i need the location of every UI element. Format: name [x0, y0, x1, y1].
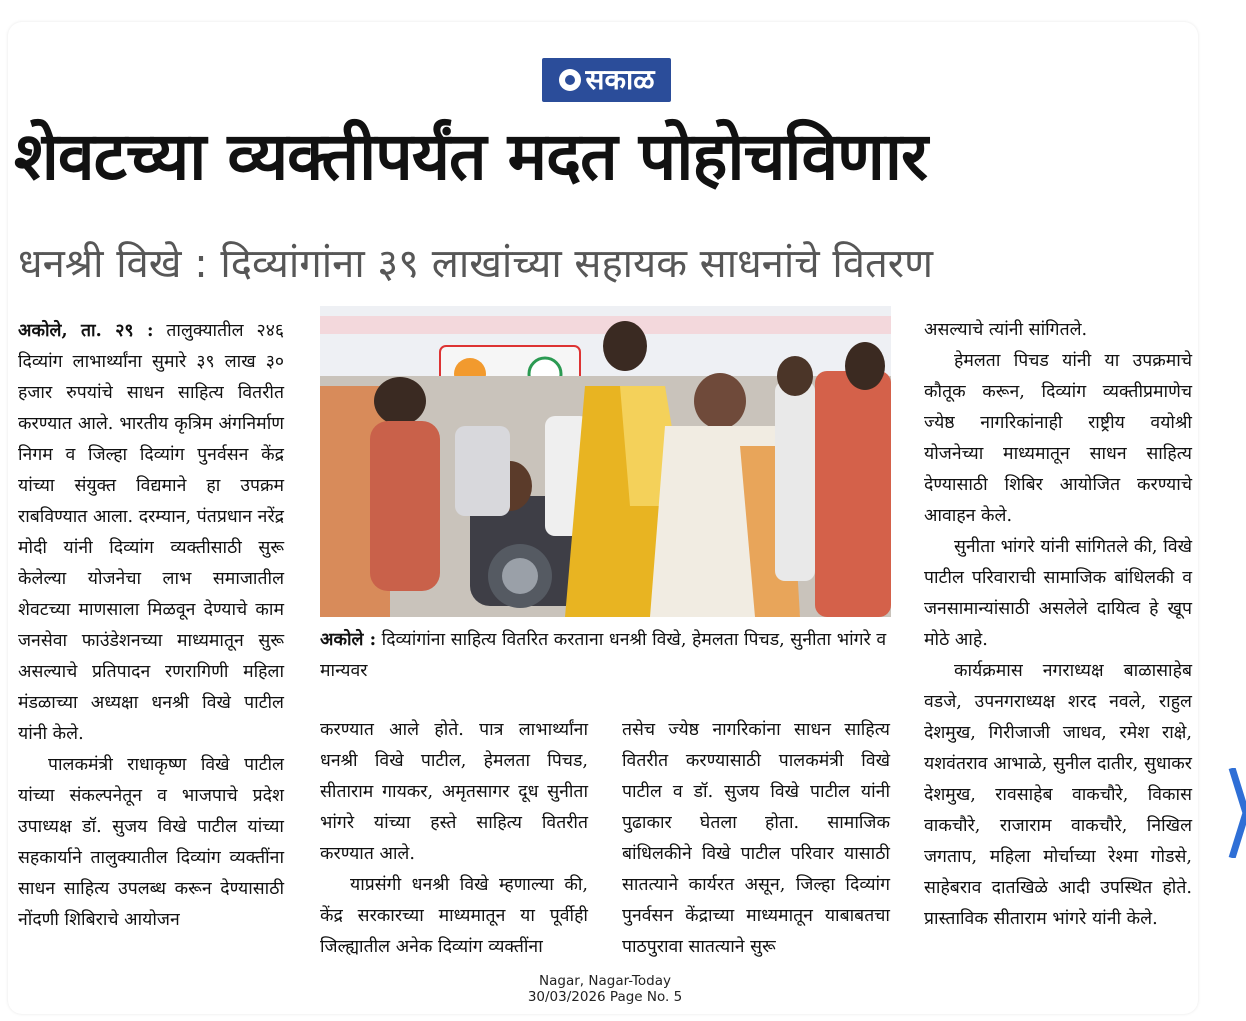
article-column-2	[320, 715, 588, 963]
paragraph: तालुक्यातील २४६ दिव्यांग लाभार्थ्यांना सुमारे ३९ लाख ३० हजार रुपयांचे साधन साहित्य वितरीत करण्यात आले. भारतीय कृत्रिम अंगनिर्माण निगम व जिल्हा दिव्यांग पुनर्वसन केंद्र यांच्या संयुक्त विद्यमाने हा उपक्रम राबविण्यात आला. दरम्यान, पंतप्रधान नरेंद्र मोदी यांनी दिव्यांग व्यक्तीसाठी सुरू केलेल्या योजनेचा लाभ समाजातील शेवटच्या माणसाला मिळवून देण्याचे काम जनसेवा फाउंडेशनच्या माध्यमातून सुरू असल्याचे प्रतिपादन रणरागिणी महिला मंडळाच्या अध्यक्षा धनश्री विखे पाटील यांनी केले.	[18, 321, 284, 744]
paragraph: याप्रसंगी धनश्री विखे म्हणाल्या की, केंद्र सरकारच्या माध्यमातून या पूर्वीही जिल्ह्यातील अनेक दिव्यांग व्यक्तींना	[320, 875, 588, 957]
headline: शेवटच्या व्यक्तीपर्यंत मदत पोहोचविणार	[14, 118, 927, 195]
paragraph: सुनीता भांगरे यांनी सांगितले की, विखे पाटील परिवाराची सामाजिक बांधिलकी व जनसामान्यांसाठी असलेले दायित्व हे खूप मोठे आहे.	[924, 537, 1192, 650]
article-column-4	[924, 315, 1192, 935]
paragraph: पालकमंत्री राधाकृष्ण विखे पाटील यांच्या संकल्पनेतून व भाजपाचे प्रदेश उपाध्यक्ष डॉ. सुजय विखे पाटील यांच्या सहकार्याने तालुक्यातील दिव्यांग व्यक्तींना साधन साहित्य उपलब्ध करून देण्यासाठी नोंदणी शिबिराचे आयोजन	[18, 755, 284, 930]
paragraph: असल्याचे त्यांनी सांगितले.	[924, 320, 1088, 340]
paragraph: हेमलता पिचड यांनी या उपक्रमाचे कौतूक करून, दिव्यांग व्यक्तीप्रमाणेच ज्येष्ठ नागरिकांनाही राष्ट्रीय वयोश्री योजनेच्या माध्यमातून साधन साहित्य देण्यासाठी शिबिर आयोजित करण्याचे आवाहन केले.	[924, 351, 1192, 526]
paragraph: कार्यक्रमास नगराध्यक्ष बाळासाहेब वडजे, उपनगराध्यक्ष शरद नवले, राहुल देशमुख, गिरीजाजी जाधव, रमेश राक्षे, यशवंतराव आभाळे, सुनील दातीर, सुधाकर देशमुख, रावसाहेब वाकचौरे, विकास वाकचौरे, राजाराम वाकचौरे, निखिल जगताप, महिला मोर्चाच्या रेश्मा गोडसे, साहेबराव दातखिळे आदी उपस्थित होते. प्रास्ताविक सीताराम भांगरे यांनी केले.	[924, 661, 1192, 929]
caption-text: दिव्यांगांना साहित्य वितरित करताना धनश्री विखे, हेमलता पिचड, सुनीता भांगरे व मान्यवर	[320, 630, 887, 681]
article-column-1	[18, 315, 284, 936]
dateline: अकोले, ता. २९ :	[18, 320, 154, 341]
paragraph: तसेच ज्येष्ठ नागरिकांना साधन साहित्य वितरीत करण्यासाठी पालकमंत्री विखे पाटील व डॉ. सुजय विखे पाटील यांनी पुढाकार घेतला होता. सामाजिक बांधिलकीने विखे पाटील परिवार यासाठी सातत्याने कार्यरत असून, जिल्हा दिव्यांग पुनर्वसन केंद्राच्या माध्यमातून याबाबतचा पाठपुरावा सातत्याने सुरू	[622, 720, 890, 957]
logo-text: सकाळ	[585, 63, 655, 96]
photo-caption	[320, 624, 892, 687]
edition-date-page: 30/03/2026 Page No. 5	[527, 989, 683, 1005]
paragraph: करण्यात आले होते. पात्र लाभार्थ्यांना धनश्री विखे पाटील, हेमलता पिचड, सीताराम गायकर, अमृतसागर दूध सुनीता भांगरे यांच्या हस्ते साहित्य वितरीत करण्यात आले.	[320, 720, 588, 864]
caption-place: अकोले :	[320, 629, 377, 650]
news-photo	[320, 306, 891, 617]
edition-footer	[470, 973, 740, 1005]
article-column-3	[622, 715, 890, 963]
edition-name: Nagar, Nagar-Today	[539, 973, 671, 989]
logo-emblem-icon	[559, 69, 581, 91]
sakal-logo	[542, 58, 671, 102]
chevron-right-icon[interactable]	[1226, 768, 1246, 858]
subheadline: धनश्री विखे : दिव्यांगांना ३९ लाखांच्या सहायक साधनांचे वितरण	[18, 241, 934, 287]
